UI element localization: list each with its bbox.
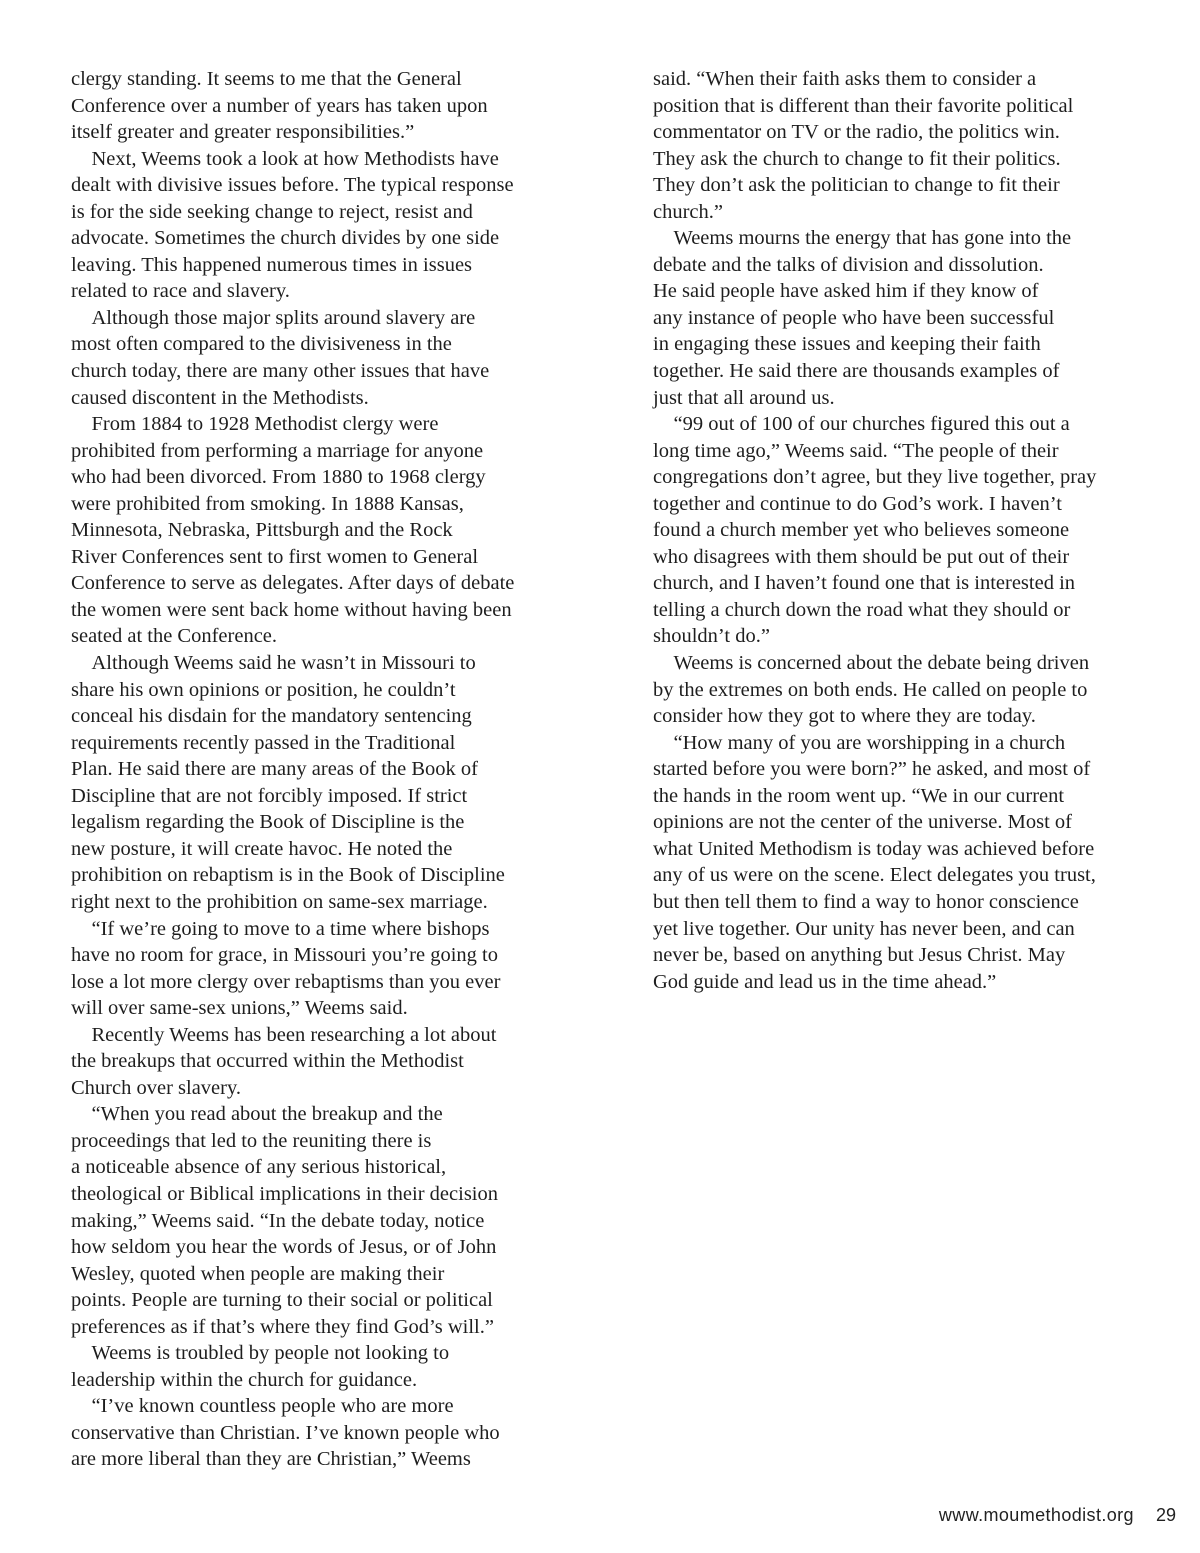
text-line: yet live together. Our unity has never been, and can [653,917,1075,940]
text-line: lose a lot more clergy over rebaptisms than you ever [71,970,501,993]
text-line: any instance of people who have been successful [653,306,1055,329]
text-line: Wesley, quoted when people are making their [71,1262,445,1285]
text-line: God guide and lead us in the time ahead.” [653,970,997,993]
text-line: the hands in the room went up. “We in our current [653,784,1065,807]
text-line: Weems is troubled by people not looking to [71,1342,450,1365]
text-line: leadership within the church for guidance. [71,1368,418,1391]
text-line: “If we’re going to move to a time where bishops [71,917,490,940]
text-line: together. He said there are thousands examples of [653,360,1060,383]
text-line: have no room for grace, in Missouri you’re going to [71,944,498,967]
text-line: Although Weems said he wasn’t in Missouri to [71,652,476,675]
text-line: proceedings that led to the reuniting there is [71,1129,432,1152]
text-line: conceal his disdain for the mandatory sentencing [71,705,472,728]
text-line: Minnesota, Nebraska, Pittsburgh and the Rock [71,519,453,542]
text-line: Although those major splits around slavery are [71,306,476,329]
page-footer [939,1505,1176,1526]
text-line: requirements recently passed in the Traditional [71,731,456,754]
text-line: debate and the talks of division and dissolution. [653,253,1044,276]
text-line: said. “When their faith asks them to consider a [653,68,1037,90]
text-line: caused discontent in the Methodists. [71,386,369,409]
text-line: Next, Weems took a look at how Methodists have [71,147,499,170]
website-url: www.moumethodist.org [938,1505,1134,1525]
text-line: started before you were born?” he asked, and most of [653,758,1091,781]
text-line: shouldn’t do.” [653,625,770,648]
text-line: consider how they got to where they are today. [653,705,1036,728]
text-line: telling a church down the road what they should or [653,598,1071,621]
text-line: “When you read about the breakup and the [71,1103,443,1126]
text-line: church today, there are many other issues that have [71,360,490,383]
left-column [71,66,556,1473]
text-line: by the extremes on both ends. He called on people to [653,678,1088,701]
text-line: found a church member yet who believes someone [653,519,1070,542]
text-line: He said people have asked him if they know of [653,280,1039,303]
text-line: opinions are not the center of the universe. Most of [653,811,1072,834]
text-line: church, and I haven’t found one that is interested in [653,572,1076,595]
text-line: River Conferences sent to first women to General [71,545,479,568]
right-column [653,66,1138,995]
text-line: never be, based on anything but Jesus Christ. May [653,944,1066,967]
text-line: Conference over a number of years has taken upon [71,94,488,117]
text-line: in engaging these issues and keeping their faith [653,333,1041,356]
text-line: will over same-sex unions,” Weems said. [71,997,408,1020]
text-line: Weems mourns the energy that has gone into the [653,227,1072,250]
text-line: making,” Weems said. “In the debate today, notice [71,1209,485,1232]
text-line: how seldom you hear the words of Jesus, or of John [71,1236,497,1259]
text-line: dealt with divisive issues before. The typical response [71,174,514,197]
text-line: share his own opinions or position, he couldn’t [71,678,456,701]
text-line: points. People are turning to their social or political [71,1289,493,1312]
text-line: any of us were on the scene. Elect delegates you trust, [653,864,1096,887]
text-line: congregations don’t agree, but they live together, pray [653,466,1097,489]
text-line: From 1884 to 1928 Methodist clergy were [71,413,439,436]
text-line: commentator on TV or the radio, the politics win. [653,121,1060,144]
text-line: right next to the prohibition on same-sex marriage. [71,890,488,913]
text-line: but then tell them to find a way to honor conscience [653,890,1079,913]
text-line: “99 out of 100 of our churches figured this out a [653,413,1070,436]
text-line: related to race and slavery. [71,280,290,303]
text-line: conservative than Christian. I’ve known people who [71,1421,500,1444]
text-line: long time ago,” Weems said. “The people of their [653,439,1059,462]
text-line: Plan. He said there are many areas of the Book of [71,758,479,781]
text-line: the breakups that occurred within the Methodist [71,1050,464,1073]
text-line: Recently Weems has been researching a lot about [71,1023,497,1046]
text-line: the women were sent back home without having been [71,598,512,621]
text-line: theological or Biblical implications in their decision [71,1182,498,1205]
page-number: 29 [1155,1505,1176,1525]
text-line: are more liberal than they are Christian,” Weems [71,1448,471,1471]
text-line: advocate. Sometimes the church divides by one side [71,227,500,250]
text-line: church.” [653,200,723,223]
text-line: clergy standing. It seems to me that the General [71,68,462,90]
text-line: prohibition on rebaptism is in the Book of Discipline [71,864,505,887]
text-line: prohibited from performing a marriage for anyone [71,439,484,462]
text-line: “I’ve known countless people who are more [71,1395,454,1418]
text-line: leaving. This happened numerous times in issues [71,253,473,276]
text-line: a noticeable absence of any serious historical, [71,1156,447,1179]
text-line: together and continue to do God’s work. I haven’t [653,492,1062,515]
text-line: Church over slavery. [71,1076,242,1099]
text-line: new posture, it will create havoc. He noted the [71,837,453,860]
text-line: Conference to serve as delegates. After days of debate [71,572,515,595]
text-line: were prohibited from smoking. In 1888 Kansas, [71,492,464,515]
text-line: position that is different than their favorite political [653,94,1074,117]
text-line: “How many of you are worshipping in a church [653,731,1066,754]
text-line: legalism regarding the Book of Discipline is the [71,811,465,834]
text-line: Discipline that are not forcibly imposed. If strict [71,784,468,807]
text-line: who had been divorced. From 1880 to 1968 clergy [71,466,486,489]
text-line: who disagrees with them should be put out of their [653,545,1070,568]
text-line: Weems is concerned about the debate being driven [653,652,1090,675]
text-line: They don’t ask the politician to change to fit their [653,174,1060,197]
text-line: seated at the Conference. [71,625,278,648]
text-line: what United Methodism is today was achieved before [653,837,1095,860]
text-line: is for the side seeking change to reject, resist and [71,200,473,223]
text-line: itself greater and greater responsibilities.” [71,121,415,144]
text-line: They ask the church to change to fit their politics. [653,147,1061,170]
text-line: preferences as if that’s where they find God’s will.” [71,1315,494,1338]
text-line: just that all around us. [653,386,835,409]
text-line: most often compared to the divisiveness in the [71,333,452,356]
